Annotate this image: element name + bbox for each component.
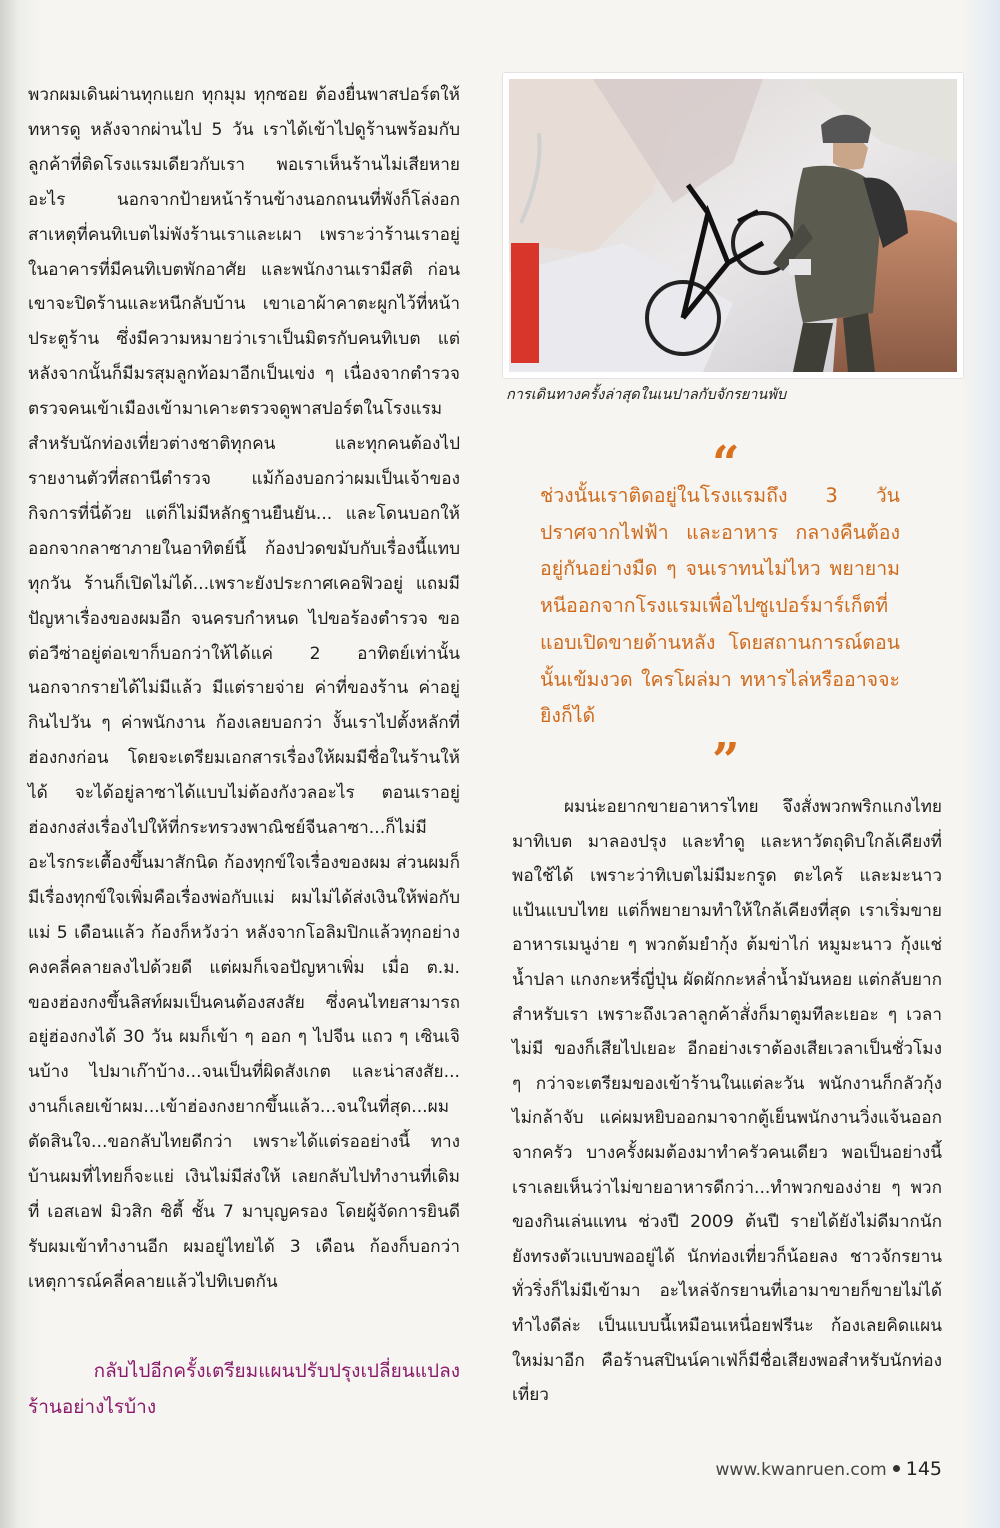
close-quote-mark: ”: [712, 733, 740, 789]
left-body-text: พวกผมเดินผ่านทุกแยก ทุกมุม ทุกซอย ต้องยื่นพาสปอร์ตให้ทหารดู หลังจากผ่านไป 5 วัน เราได้เข้าไปดูร้านพร้อมกับลูกค้าที่ติดโรงแรมเดียวกับเรา พอเราเห็นร้านไม่เสียหายอะไร นอกจากป้ายหน้าร้านข้างนอกถนนที่พังก็โล่งอก สาเหตุที่คนทิเบตไม่พังร้านเราและเผา เพราะว่าร้านเราอยู่ในอาคารที่มีคนทิเบตพักอาศัย และพนักงานเรามีสติ ก่อนเขาจะปิดร้านและหนีกลับบ้าน เขาเอาผ้าคาตะผูกไว้ที่หน้าประตูร้าน ซึ่งมีความหมายว่าเราเป็นมิตรกับคนทิเบต แต่หลังจากนั้นก็มีมรสุมลูกท้อมาอีกเป็นเข่ง ๆ เนื่องจากตำรวจตรวจคนเข้าเมืองเข้ามาเคาะตรวจดูพาสปอร์ตในโรงแรมสำหรับนักท่องเที่ยวต่างชาติทุกคน และทุกคนต้องไปรายงานตัวที่สถานีตำรวจ แม้ก้องบอกว่าผมเป็นเจ้าของกิจการที่นี่ด้วย แต่ก็ไม่มีหลักฐานยืนยัน... และโดนบอกให้ออกจากลาซาภายในอาทิตย์นี้ ก้องปวดขมับกับเรื่องนี้แทบทุกวัน ร้านก็เปิดไม่ได้...เพราะยังประกาศเคอฟิวอยู่ แถมมีปัญหาเรื่องของผมอีก จนครบกำหนด ไปขอร้องตำรวจ ขอต่อวีซ่าอยู่ต่อเขาก็บอกว่าให้ได้แค่ 2 อาทิตย์เท่านั้น นอกจากรายได้ไม่มีแล้ว มีแต่รายจ่าย ค่าที่ของร้าน ค่าอยู่กินไปวัน ๆ ค่าพนักงาน ก้องเลยบอกว่า งั้นเราไปตั้งหลักที่ฮ่องกงก่อน โดยจะเตรียมเอกสารเรื่องให้ผมมีชื่อในร้านให้ได้ จะได้อยู่ลาซาได้แบบไม่ต้องกังวลอะไร ตอนเราอยู่ฮ่องกงส่งเรื่องไปให้ที่กระทรวงพาณิชย์จีนลาซา...ก็ไม่มีอะไรกระเตื้องขึ้นมาสักนิด ก้องทุกข์ใจเรื่องของผม ส่วนผมก็มีเรื่องทุกข์ใจเพิ่มคือเรื่องพ่อกับแม่ ผมไม่ได้ส่งเงินให้พ่อกับแม่ 5 เดือนแล้ว ก้องก็หวังว่า หลังจากโอลิมปิกแล้วทุกอย่างคงคลี่คลายลงไปด้วยดี แต่ผมก็เจอปัญหาเพิ่ม เมื่อ ต.ม. ของฮ่องกงขึ้นลิสท์ผมเป็นคนต้องสงสัย ซึ่งคนไทยสามารถอยู่ฮ่องกงได้ 30 วัน ผมก็เข้า ๆ ออก ๆ ไปจีน แถว ๆ เซินเจินบ้าง ไปมาเก๊าบ้าง...จนเป็นที่ผิดสังเกต และน่าสงสัย... งานก็เลยเข้าผม...เข้าฮ่องกงยากขึ้นแล้ว...จนในที่สุด...ผมตัดสินใจ...ขอกลับไทยดีกว่า เพราะได้แต่รออย่างนี้ ทางบ้านผมที่ไทยก็จะแย่ เงินไม่มีส่งให้ เลยกลับไปทำงานที่เดิมที่ เอสเอฟ มิวสิก ซิตี้ ชั้น 7 มาบุญครอง โดยผู้จัดการยินดีรับผมเข้าทำงานอีก ผมอยู่ไทยได้ 3 เดือน ก้องก็บอกว่า เหตุการณ์คลี่คลายแล้วไปทิเบตกัน: [28, 85, 460, 1292]
footer-url: www.kwanruen.com: [715, 1460, 887, 1480]
page-footer: [716, 1458, 942, 1480]
subheading-line-2: ร้านอย่างไรบ้าง: [28, 1396, 157, 1418]
section-subheading: [28, 1353, 460, 1425]
right-column: [512, 790, 942, 1413]
right-body-text: ผมน่ะอยากขายอาหารไทย จึงสั่งพวกพริกแกงไทยมาทิเบต มาลองปรุง และทำดู และหาวัตถุดิบใกล้เคียงที่พอใช้ได้ เพราะว่าทิเบตไม่มีมะกรูด ตะไคร้ และมะนาวแป้นแบบไทย แต่ก็พยายามทำให้ใกล้เคียงที่สุด เราเริ่มขายอาหารเมนูง่าย ๆ พวกต้มยำกุ้ง ต้มข่าไก่ หมูมะนาว กุ้งแช่น้ำปลา แกงกะหรี่ญี่ปุ่น ผัดผักกะหล่ำน้ำมันหอย แต่กลับยากสำหรับเรา เพราะถึงเวลาลูกค้าสั่งก็มาตูมทีละเยอะ ๆ เวลาไม่มี ของก็เสียไปเยอะ อีกอย่างเราต้องเสียเวลาเป็นชั่วโมง ๆ กว่าจะเตรียมของเข้าร้านในแต่ละวัน พนักงานก็กลัวกุ้งไม่กล้าจับ แค่ผมหยิบออกมาจากตู้เย็นพนักงานวิ่งแจ้นออกจากครัว บางครั้งผมต้องมาทำครัวคนเดียว พอเป็นอย่างนี้เราเลยเห็นว่าไม่ขายอาหารดีกว่า...ทำพวกของง่าย ๆ พวกของกินเล่นแทน ช่วงปี 2009 ต้นปี รายได้ยังไม่ดีมากนัก ยังทรงตัวแบบพออยู่ได้ นักท่องเที่ยวก็น้อยลง ชาวจักรยานทั่วริ่งก็ไม่มีเข้ามา อะไหล่จักรยานที่เอามาขายก็ขายไม่ได้ ทำไงดีล่ะ เป็นแบบนี้เหมือนเหนื่อยฟรีนะ ก้องเลยคิดแผนใหม่มาอีก คือร้านสปินน์คาเฟ่ก็มีชื่อเสียงพอสำหรับนักท่องเที่ยว: [512, 797, 942, 1406]
cyclist-photo: [503, 73, 963, 378]
bullet-icon: [893, 1465, 900, 1472]
pull-quote: ช่วงนั้นเราติดอยู่ในโรงแรมถึง 3 วัน ปราศจากไฟฟ้า และอาหาร กลางคืนต้องอยู่กันอย่างมืด ๆ จนเราทนไม่ไหว พยายามหนีออกจากโรงแรมเพื่อไปซูเปอร์มาร์เก็ตที่แอบเปิดขายด้านหลัง โดยสถานการณ์ตอนนั้นเข้มงวด ใครโผล่มา ทหารไล่หรืออาจจะยิงก็ได้: [540, 484, 900, 728]
subheading-line-1: กลับไปอีกครั้งเตรียมแผนปรับปรุงเปลี่ยนแปลง: [93, 1360, 460, 1382]
photo-caption: การเดินทางครั้งล่าสุดในเนปาลกับจักรยานพับ: [506, 387, 787, 403]
page-number: 145: [905, 1458, 942, 1480]
left-column: [28, 78, 460, 1300]
open-quote-mark: “: [712, 436, 740, 492]
photo-illustration: [503, 73, 963, 378]
